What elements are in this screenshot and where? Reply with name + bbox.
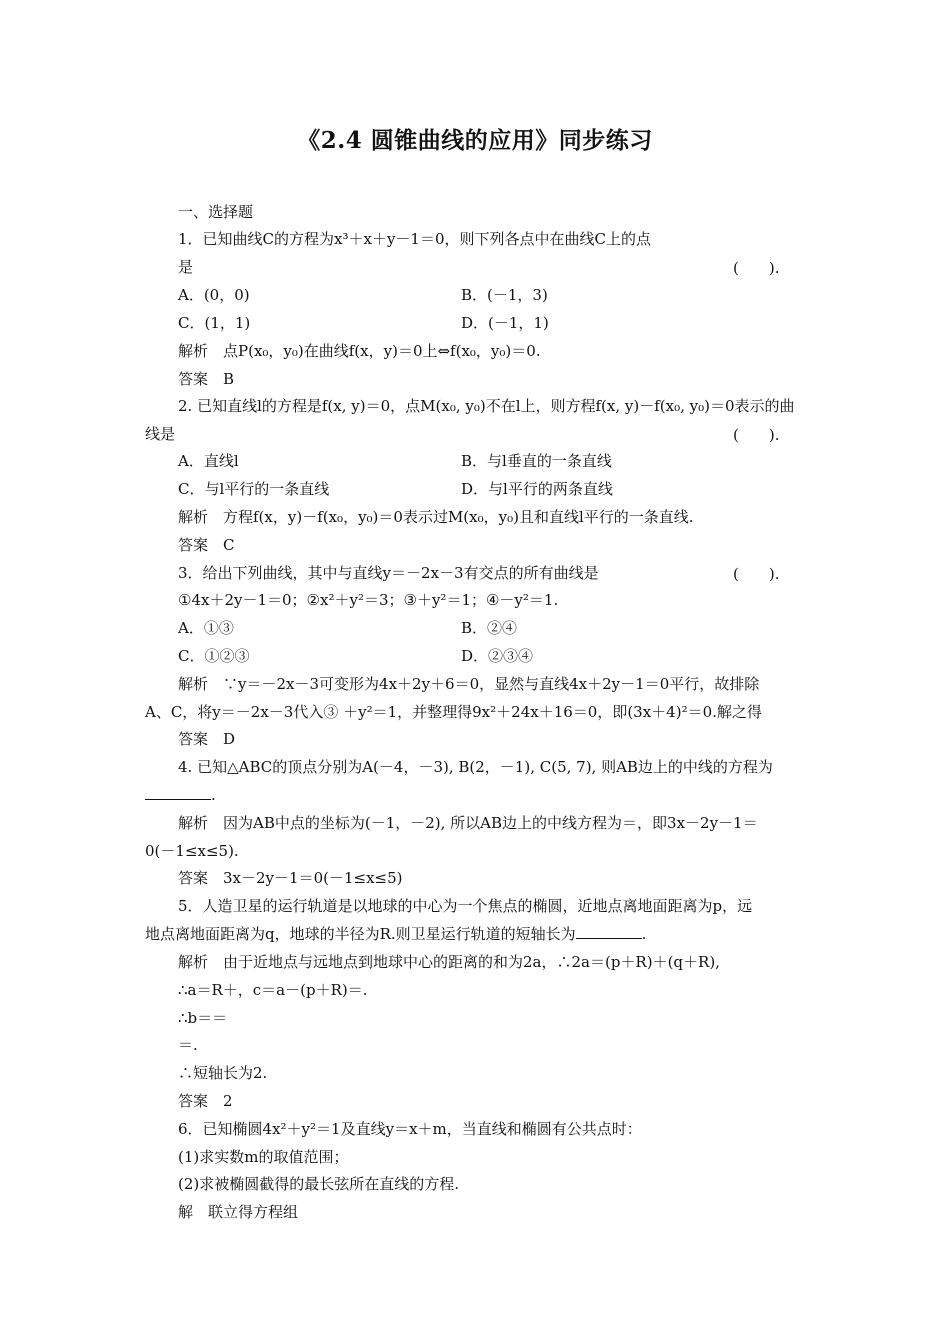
q1-stem-cont: 是 — [178, 258, 194, 276]
q3-option-d: D．②③④ — [461, 647, 534, 665]
q2-option-a: A．直线l — [178, 452, 239, 470]
q2-option-c: C．与l平行的一条直线 — [178, 480, 330, 498]
q1-option-d: D．(－1，1) — [461, 314, 549, 332]
q5-analysis-line3: ∴b＝＝ — [178, 1009, 228, 1027]
q4-analysis: 解析 因为AB中点的坐标为(－1，－2), 所以AB边上的中线方程为＝，即3x－2y－1＝ — [178, 814, 758, 832]
q3-analysis: 解析 ∵y＝－2x－3可变形为4x＋2y＋6＝0，显然与直线4x＋2y－1＝0平行，故排除 — [178, 675, 760, 693]
q6-stem: 6．已知椭圆4x²＋y²＝1及直线y＝x＋m，当直线和椭圆有公共点时： — [178, 1120, 642, 1138]
q2-answer: 答案 C — [178, 536, 235, 554]
q1-stem: 1．已知曲线C的方程为x³＋x＋y－1＝0，则下列各点中在曲线C上的点 — [178, 230, 651, 248]
q6-solution: 解 联立得方程组 — [178, 1203, 299, 1221]
q3-answer: 答案 D — [178, 730, 236, 748]
q2-analysis: 解析 方程f(x，y)－f(x₀，y₀)＝0表示过M(x₀，y₀)且和直线l平行的一条直线. — [178, 508, 694, 526]
q1-answer: 答案 B — [178, 370, 235, 388]
q5-analysis: 解析 由于近地点与远地点到地球中心的距离的和为2a，∴2a＝(p＋R)＋(q＋R), — [178, 953, 720, 971]
q2-stem: 2. 已知直线l的方程是f(x, y)＝0，点M(x₀, y₀)不在l上，则方程f(x, y)－f(x₀, y₀)＝0表示的曲 — [178, 397, 795, 415]
q3-stem: 3．给出下列曲线，其中与直线y＝－2x－3有交点的所有曲线是 — [178, 564, 599, 582]
q5-analysis-line4: ＝. — [178, 1036, 198, 1054]
q4-answer: 答案 3x－2y－1＝0(－1≤x≤5) — [178, 869, 403, 887]
q5-analysis-line5: ∴短轴长为2. — [178, 1064, 268, 1082]
q1-option-a: A．(0，0) — [178, 286, 250, 304]
q4-answer-blank — [145, 785, 211, 800]
q3-option-a: A．①③ — [178, 619, 234, 637]
q1-option-c: C．(1，1) — [178, 314, 251, 332]
page-title: 《2.4 圆锥曲线的应用》同步练习 — [297, 127, 653, 154]
q3-option-c: C．①②③ — [178, 647, 250, 665]
q2-stem-cont: 线是 — [145, 425, 176, 443]
q3-answer-paren: ( ). — [733, 565, 780, 583]
q3-curve-list: ①4x＋2y－1＝0；②x²＋y²＝3；③＋y²＝1；④－y²＝1. — [178, 591, 559, 609]
q2-option-b: B．与l垂直的一条直线 — [461, 452, 612, 470]
q5-analysis-line2: ∴a＝R＋，c＝a－(p＋R)＝. — [178, 981, 368, 999]
section-heading: 一、选择题 — [178, 203, 254, 221]
q5-stem: 5．人造卫星的运行轨道是以地球的中心为一个焦点的椭圆，近地点离地面距离为p，远 — [178, 897, 753, 915]
q5-answer-blank — [576, 924, 642, 939]
q5-answer: 答案 2 — [178, 1092, 233, 1110]
q5-stem-cont: 地点离地面距离为q，地球的半径为R.则卫星运行轨道的短轴长为 . — [145, 925, 647, 943]
q1-option-b: B．(－1，3) — [461, 286, 548, 304]
q6-part-2: (2)求被椭圆截得的最长弦所在直线的方程. — [178, 1175, 460, 1193]
q1-analysis: 解析 点P(x₀，y₀)在曲线f(x，y)＝0上⇔f(x₀，y₀)＝0. — [178, 342, 541, 360]
q4-analysis-cont: 0(－1≤x≤5). — [145, 842, 239, 860]
q2-answer-paren: ( ). — [733, 426, 780, 444]
q4-blank-line: . — [145, 785, 216, 805]
q3-option-b: B．②④ — [461, 619, 518, 637]
q2-option-d: D．与l平行的两条直线 — [461, 480, 613, 498]
q3-analysis-cont: A、C，将y＝－2x－3代入③ ＋y²＝1，并整理得9x²＋24x＋16＝0，即(3x＋4)²＝0.解之得 — [145, 703, 762, 721]
q4-stem: 4. 已知△ABC的顶点分别为A(－4，－3), B(2，－1), C(5, 7), 则AB边上的中线的方程为 — [178, 758, 773, 776]
q1-answer-paren: ( ). — [733, 259, 780, 277]
q6-part-1: (1)求实数m的取值范围； — [178, 1148, 349, 1166]
